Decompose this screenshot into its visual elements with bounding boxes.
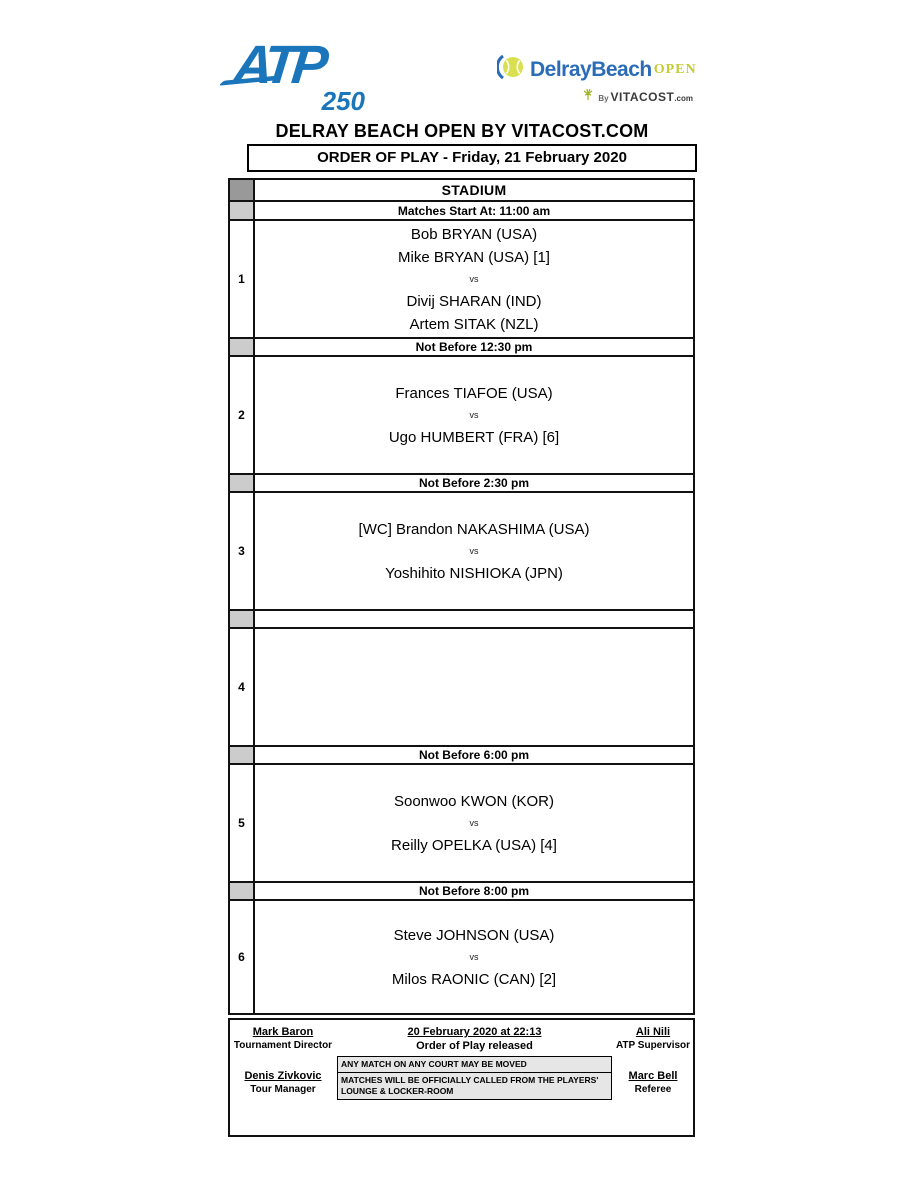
signature-role: Tour Manager [250, 1084, 316, 1095]
release-timestamp: 20 February 2020 at 22:13 [407, 1026, 542, 1038]
not-before-row [230, 337, 693, 355]
player-line: [WC] Brandon NAKASHIMA (USA) [358, 520, 590, 538]
not-before-row [230, 881, 693, 899]
match-row-3 [230, 491, 693, 609]
match-number: 2 [230, 357, 255, 473]
signature-name: Denis Zivkovic [244, 1070, 322, 1082]
palm-tree-icon [582, 88, 598, 105]
player-line: Mike BRYAN (USA) [1] [398, 248, 550, 266]
atp-logo-text: ATP [230, 35, 327, 95]
player-line: Yoshihito NISHIOKA (JPN) [385, 564, 563, 582]
player-line: Ugo HUMBERT (FRA) [6] [388, 428, 560, 446]
not-before-corner-cell [230, 883, 255, 899]
player-line: Reilly OPELKA (USA) [4] [391, 836, 557, 854]
delray-beach-wordmark: DelrayBeach [530, 57, 652, 81]
court-title: STADIUM [441, 182, 507, 198]
vs-label: vs [469, 951, 479, 962]
not-before-corner-cell [230, 339, 255, 355]
signature-name: Mark Baron [252, 1026, 314, 1038]
match-players [255, 901, 693, 1013]
footer-right-column [613, 1020, 693, 1135]
signature-role: Referee [634, 1084, 672, 1095]
court-header-row [230, 180, 693, 200]
atp-tier-label: 250 [321, 86, 365, 116]
vitacost-wordmark: VITACOST [610, 90, 675, 104]
match-players [255, 765, 693, 881]
not-before-label: Not Before 6:00 pm [418, 748, 530, 762]
footer-center-column [336, 1020, 613, 1135]
notice-line: MATCHES WILL BE OFFICIALLY CALLED FROM THE PLAYERS' LOUNGE & LOCKER-ROOM [341, 1075, 599, 1096]
match-players [255, 493, 693, 609]
player-line: Steve JOHNSON (USA) [393, 926, 555, 944]
empty-header-corner-cell [230, 611, 255, 627]
open-wordmark: OPEN [653, 61, 697, 77]
signature-name: Ali Nili [635, 1026, 671, 1038]
match-players-empty [255, 629, 693, 745]
signature-block [244, 1069, 321, 1096]
vs-label: vs [469, 273, 479, 284]
atp-250-logo [230, 35, 379, 120]
match-row-1 [230, 219, 693, 337]
player-line: Soonwoo KWON (KOR) [393, 792, 555, 810]
match-players [255, 357, 693, 473]
notice-line: ANY MATCH ON ANY COURT MAY BE MOVED [338, 1057, 611, 1073]
by-label: By [598, 94, 609, 103]
empty-header-row [230, 609, 693, 627]
player-line: Bob BRYAN (USA) [410, 225, 538, 243]
vs-label: vs [469, 817, 479, 828]
signature-role: Tournament Director [233, 1040, 333, 1051]
tournament-title: DELRAY BEACH OPEN BY VITACOST.COM [275, 121, 649, 141]
notice-box [337, 1056, 612, 1100]
footer [228, 1018, 695, 1137]
order-of-play-banner: ORDER OF PLAY - Friday, 21 February 2020 [247, 144, 697, 172]
not-before-label: Not Before 12:30 pm [415, 340, 533, 354]
match-number: 3 [230, 493, 255, 609]
not-before-row [230, 745, 693, 763]
release-label: Order of Play released [416, 1040, 533, 1052]
not-before-row [230, 473, 693, 491]
not-before-label: Not Before 8:00 pm [418, 884, 530, 898]
match-players [255, 221, 693, 337]
player-line: Divij SHARAN (IND) [406, 292, 542, 310]
not-before-corner-cell [230, 475, 255, 491]
delray-beach-open-logo [497, 52, 697, 118]
vs-label: vs [469, 545, 479, 556]
start-time-corner-cell [230, 202, 255, 219]
schedule-table [228, 178, 695, 1015]
player-line: Frances TIAFOE (USA) [395, 384, 553, 402]
signature-block [629, 1069, 678, 1096]
vs-label: vs [469, 409, 479, 420]
tennis-ball-icon [497, 52, 527, 87]
match-row-5 [230, 763, 693, 881]
match-number: 6 [230, 901, 255, 1013]
signature-name: Marc Bell [628, 1070, 678, 1082]
match-number: 5 [230, 765, 255, 881]
start-time-row [230, 200, 693, 219]
match-number: 4 [230, 629, 255, 745]
match-row-4 [230, 627, 693, 745]
match-number: 1 [230, 221, 255, 337]
signature-block [234, 1025, 332, 1052]
match-row-6 [230, 899, 693, 1013]
signature-block [616, 1025, 690, 1052]
footer-left-column [230, 1020, 336, 1135]
court-header-corner-cell [230, 180, 255, 200]
match-row-2 [230, 355, 693, 473]
vitacost-domain: .com [674, 94, 693, 103]
player-line: Artem SITAK (NZL) [409, 315, 539, 333]
signature-role: ATP Supervisor [615, 1040, 691, 1051]
player-line: Milos RAONIC (CAN) [2] [391, 970, 557, 988]
not-before-label: Not Before 2:30 pm [418, 476, 530, 490]
start-time-label: Matches Start At: 11:00 am [397, 203, 551, 218]
not-before-corner-cell [230, 747, 255, 763]
